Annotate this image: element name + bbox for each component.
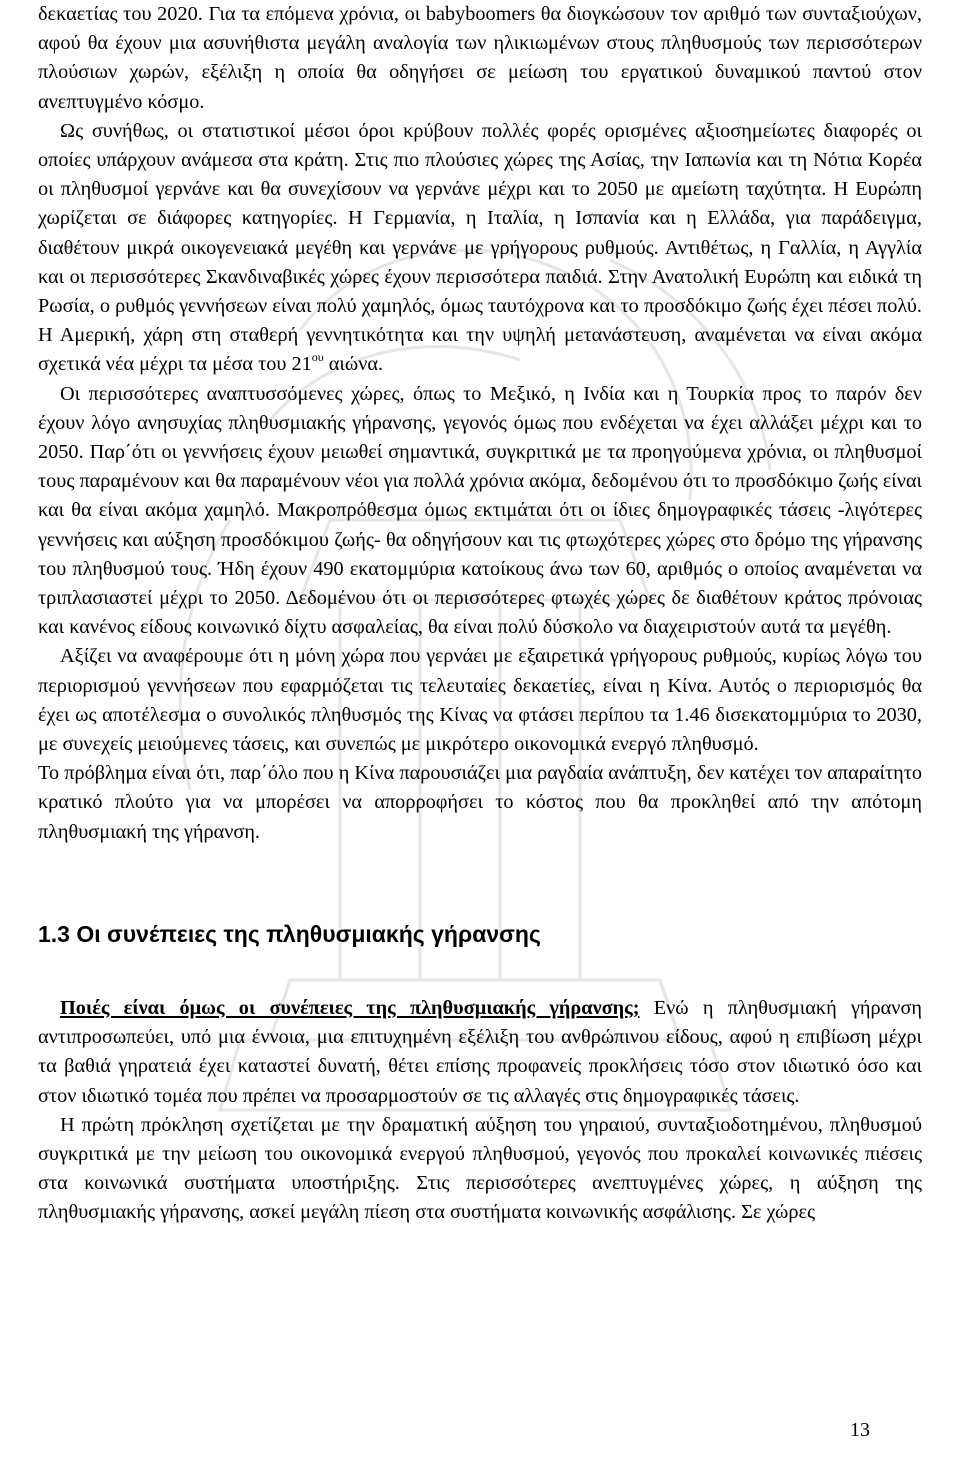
paragraph-text: Ενώ η πληθυσμιακή γήρανση αντιπροσωπεύει, υπό μια έννοια, μια επιτυχημένη εξέλιξη του ανθρώπινου είδους, αφού η επιβίωση μέχρι τα βαθιά γηρατειά έχει καταστεί δυνατή, θέτει επίσης προφανείς προκλήσεις τόσο στον ιδιωτικό όσο και στον ιδιωτικό τομέα που πρέπει να προσαρμοστούν σε τις αλλαγές στις δημογραφικές τάσεις. [38, 996, 922, 1107]
ordinal-superscript: ου [311, 350, 324, 365]
document-page [38, 0, 922, 1228]
paragraph: Αξίζει να αναφέρουμε ότι η μόνη χώρα που γερνάει με εξαιρετικά γρήγορους ρυθμούς, κυρίως λόγω του περιορισμού γεννήσεων που εφαρμόζεται τις τελευταίες δεκαετίες, είναι η Κίνα. Αυτός ο περιορισμός θα έχει ως αποτέλεσμα ο συνολικός πληθυσμός της Κίνας να φτάσει περίπου τα 1.46 δισεκατομμύρια το 2030, με συνεχείς μειούμενες τάσεις, και συνεπώς με μικρότερο οικονομικά ενεργό πληθυσμό. [38, 645, 922, 756]
paragraph: δεκαετίας του 2020. Για τα επόμενα χρόνια, οι babyboomers θα διογκώσουν τον αριθμό των συνταξιούχων, αφού θα έχουν μια ασυνήθιστα μεγάλη αναλογία των ηλικιωμένων στους πληθυσμούς των περισσότερων πλούσιων χωρών, εξέλιξη η οποία θα οδηγήσει σε μείωση του εργατικού δυναμικού παντού στον ανεπτυγμένο κόσμο. [38, 3, 922, 113]
question-bold: Ποιές είναι όμως οι συνέπειες της πληθυσμιακής γήρανσης; [60, 996, 640, 1019]
paragraph [38, 994, 922, 1111]
paragraph: Η πρώτη πρόκληση σχετίζεται με την δραματική αύξηση του γηραιού, συνταξιοδοτημένου, πληθυσμού συγκριτικά με την μείωση του οικονομικά ενεργού πληθυσμού, γεγονός που προκαλεί κοινωνικές πιέσεις στα κοινωνικά συστήματα υποστήριξης. Στις περισσότερες ανεπτυγμένες χώρες, η αύξηση της πληθυσμιακής γήρανσης, ασκεί μεγάλη πίεση στα συστήματα κοινωνικής ασφάλισης. Σε χώρες [38, 1113, 922, 1224]
page-number: 13 [850, 1419, 870, 1441]
paragraph: Οι περισσότερες αναπτυσσόμενες χώρες, όπως το Μεξικό, η Ινδία και η Τουρκία προς το παρόν δεν έχουν λόγο ανησυχίας πληθυσμιακής γήρανσης, γεγονός όμως που ενδέχεται να έχει αλλάξει μέχρι και το 2050. Παρ΄ότι οι γεννήσεις έχουν μειωθεί σημαντικά, συγκριτικά με τα προηγούμενα χρόνια, οι πληθυσμοί τους παραμένουν και θα παραμένουν νέοι για πολλά χρόνια ακόμα, δεδομένου ότι το προσδόκιμο ζωής είναι και θα είναι ακόμα χαμηλό. Μακροπρόθεσμα όμως εκτιμάται ότι οι ίδιες δημογραφικές τάσεις -λιγότερες γεννήσεις και αύξηση προσδόκιμου ζωής- θα οδηγήσουν και τις φτωχότερες χώρες στο δρόμο της γήρανσης του πληθυσμού τους. Ήδη έχουν 490 εκατομμύρια κατοίκους άνω των 60, αριθμός ο οποίος αναμένεται να τριπλασιαστεί μέχρι το 2050. Δεδομένου ότι οι περισσότερες φτωχές χώρες δε διαθέτουν κράτος πρόνοιας και κανένος είδους κοινωνικό δίχτυ ασφαλείας, θα είναι πολύ δύσκολο να διαχειριστούν αυτά τα μεγέθη. [38, 382, 922, 639]
paragraph-text: Ως συνήθως, οι στατιστικοί μέσοι όροι κρύβουν πολλές φορές ορισμένες αξιοσημείωτες διαφορές οι οποίες υπάρχουν ανάμεσα στα κράτη. Στις πιο πλούσιες χώρες της Ασίας, την Ιαπωνία και τη Νότια Κορέα οι πληθυσμοί γερνάνε και θα συνεχίσουν να γερνάνε μέχρι και το 2050 με αμείωτη ταχύτητα. Η Ευρώπη χωρίζεται σε διάφορες κατηγορίες. Η Γερμανία, η Ιταλία, η Ισπανία και η Ελλάδα, για παράδειγμα, διαθέτουν μικρά οικογενειακά μεγέθη και γερνάνε με γρήγορους ρυθμούς. Αντιθέτως, η Γαλλία, η Αγγλία και οι περισσότερες Σκανδιναβικές χώρες έχουν περισσότερα παιδιά. Στην Ανατολική Ευρώπη και ειδικά τη Ρωσία, ο ρυθμός γεννήσεων είναι πολύ χαμηλός, όμως ταυτόχρονα και το προσδόκιμο ζωής έχει πέσει πολύ. Η Αμερική, χάρη στη σταθερή γεννητικότητα και την υψηλή μετανάστευση, αναμένεται να είναι ακόμα σχετικά νέα μέχρι τα μέσα του 21 [38, 119, 922, 376]
paragraph-text-end: αιώνα. [323, 353, 384, 376]
section-heading: 1.3 Οι συνέπειες της πληθυσμιακής γήρανσης [38, 920, 541, 947]
paragraph: Το πρόβλημα είναι ότι, παρ΄όλο που η Κίνα παρουσιάζει μια ραγδαία ανάπτυξη, δεν κατέχει τον απαραίτητο κρατικό πλούτο για να μπορέσει να απορροφήσει το κόστος που θα προκληθεί από την απότομη πληθυσμιακή της γήρανση. [38, 762, 922, 843]
paragraph [38, 117, 922, 380]
